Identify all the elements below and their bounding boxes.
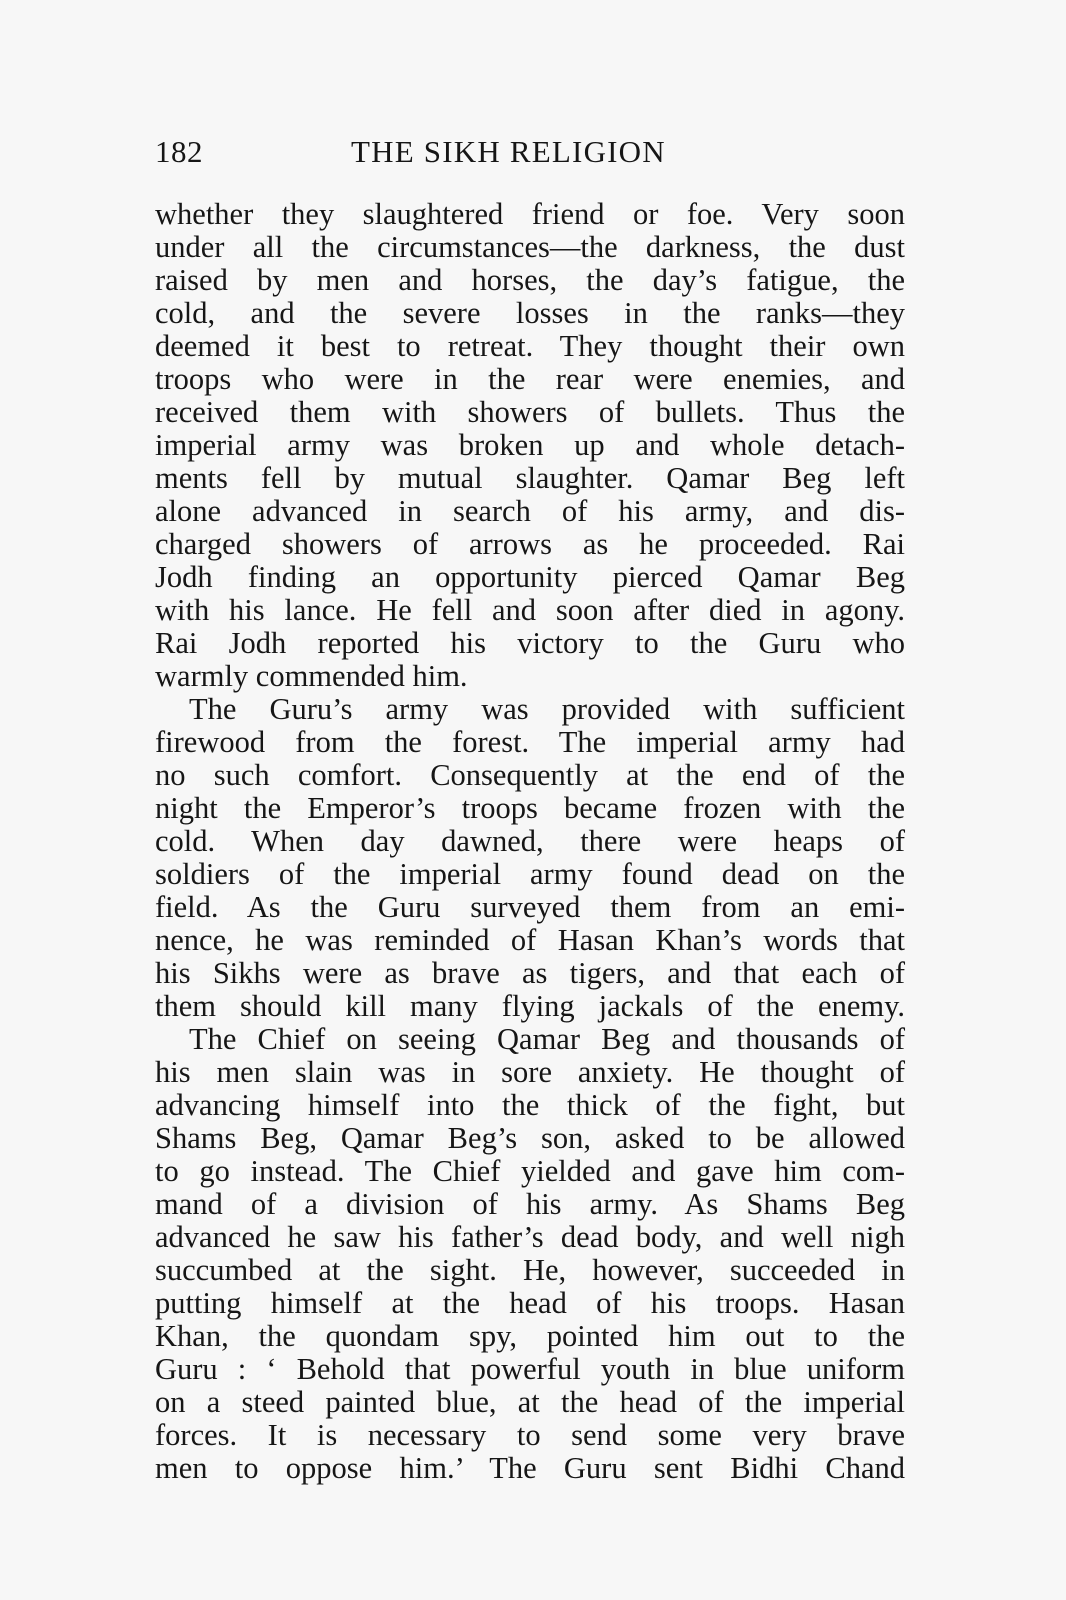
text-line: whether they slaughtered friend or foe. Very soon — [155, 197, 905, 231]
text-line: troops who were in the rear were enemies, and — [155, 362, 905, 396]
text-line: nence, he was reminded of Hasan Khan’s words that — [155, 923, 905, 957]
paragraph-start-line: The Chief on seeing Qamar Beg and thousands of — [189, 1022, 905, 1056]
running-head — [155, 134, 905, 174]
body-text — [155, 198, 905, 1485]
text-line: with his lance. He fell and soon after died in agony. — [155, 593, 905, 627]
text-line: succumbed at the sight. He, however, succeeded in — [155, 1253, 905, 1287]
text-line: his men slain was in sore anxiety. He thought of — [155, 1055, 905, 1089]
text-line: cold. When day dawned, there were heaps of — [155, 824, 905, 858]
text-line: his Sikhs were as brave as tigers, and that each of — [155, 956, 905, 990]
text-line: Rai Jodh reported his victory to the Guru who — [155, 626, 905, 660]
text-line: imperial army was broken up and whole detach- — [155, 428, 905, 462]
text-line: putting himself at the head of his troops. Hasan — [155, 1286, 905, 1320]
text-line: advanced he saw his father’s dead body, and well nigh — [155, 1220, 905, 1254]
text-line: charged showers of arrows as he proceeded. Rai — [155, 527, 905, 561]
text-line: received them with showers of bullets. Thus the — [155, 395, 905, 429]
text-line: forces. It is necessary to send some very brave — [155, 1418, 905, 1452]
text-line: firewood from the forest. The imperial army had — [155, 725, 905, 759]
text-line: soldiers of the imperial army found dead on the — [155, 857, 905, 891]
text-line: to go instead. The Chief yielded and gave him com- — [155, 1154, 905, 1188]
text-line: night the Emperor’s troops became frozen with the — [155, 791, 905, 825]
text-line: warmly commended him. — [155, 659, 468, 693]
text-line: on a steed painted blue, at the head of the imperial — [155, 1385, 905, 1419]
text-line: Shams Beg, Qamar Beg’s son, asked to be allowed — [155, 1121, 905, 1155]
text-line: advancing himself into the thick of the fight, but — [155, 1088, 905, 1122]
text-line: cold, and the severe losses in the ranks—they — [155, 296, 905, 330]
text-line: ments fell by mutual slaughter. Qamar Beg left — [155, 461, 905, 495]
paragraph-start-line: The Guru’s army was provided with sufficient — [189, 692, 905, 726]
book-title: THE SIKH RELIGION — [351, 134, 666, 169]
page-number: 182 — [155, 134, 203, 169]
text-line: deemed it best to retreat. They thought their own — [155, 329, 905, 363]
text-line: them should kill many flying jackals of the enemy. — [155, 989, 905, 1023]
text-line: field. As the Guru surveyed them from an emi- — [155, 890, 905, 924]
text-line: alone advanced in search of his army, and dis- — [155, 494, 905, 528]
text-line: Khan, the quondam spy, pointed him out to the — [155, 1319, 905, 1353]
text-line: Jodh finding an opportunity pierced Qamar Beg — [155, 560, 905, 594]
text-line: raised by men and horses, the day’s fatigue, the — [155, 263, 905, 297]
text-line: under all the circumstances—the darkness, the dust — [155, 230, 905, 264]
text-line: men to oppose him.’ The Guru sent Bidhi Chand — [155, 1451, 905, 1485]
text-line: mand of a division of his army. As Shams Beg — [155, 1187, 905, 1221]
text-line: Guru : ‘ Behold that powerful youth in blue uniform — [155, 1352, 905, 1386]
text-line: no such comfort. Consequently at the end of the — [155, 758, 905, 792]
